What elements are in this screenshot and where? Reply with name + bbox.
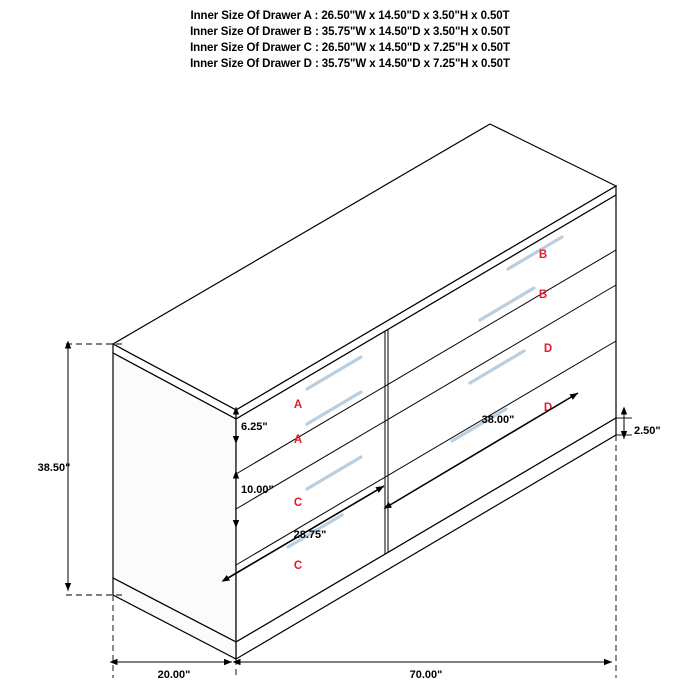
dimension-base-height: 2.50"	[634, 425, 661, 437]
label-drawer-c-fourth: C	[293, 560, 303, 572]
dimension-depth: 20.00"	[157, 669, 191, 681]
dimension-overall-height: 38.50"	[37, 462, 71, 474]
spec-line-c: Inner Size Of Drawer C : 26.50"W x 14.50"D x 7.25"H x 0.50T	[190, 42, 510, 54]
label-drawer-c-third: C	[293, 497, 303, 509]
spec-line-b: Inner Size Of Drawer B : 35.75"W x 14.50"D x 3.50"H x 0.50T	[190, 26, 510, 38]
label-drawer-a-second: A	[293, 434, 303, 446]
dimension-overall-width: 70.00"	[409, 669, 443, 681]
dimension-wide-drawer-width: 38.00"	[481, 414, 515, 426]
dimension-narrow-drawer-width: 28.75"	[293, 529, 327, 541]
label-drawer-b-top: B	[538, 249, 548, 261]
label-drawer-d-third: D	[543, 343, 553, 355]
dimension-drawer-front-small: 6.25"	[241, 421, 268, 433]
spec-line-d: Inner Size Of Drawer D : 35.75"W x 14.50"D x 7.25"H x 0.50T	[190, 58, 510, 70]
spec-line-a: Inner Size Of Drawer A : 26.50"W x 14.50"D x 3.50"H x 0.50T	[190, 10, 510, 22]
dimension-drawer-front-large: 10.00"	[241, 484, 274, 496]
label-drawer-a-top: A	[293, 399, 303, 411]
label-drawer-d-fourth: D	[543, 402, 553, 414]
label-drawer-b-second: B	[538, 289, 548, 301]
